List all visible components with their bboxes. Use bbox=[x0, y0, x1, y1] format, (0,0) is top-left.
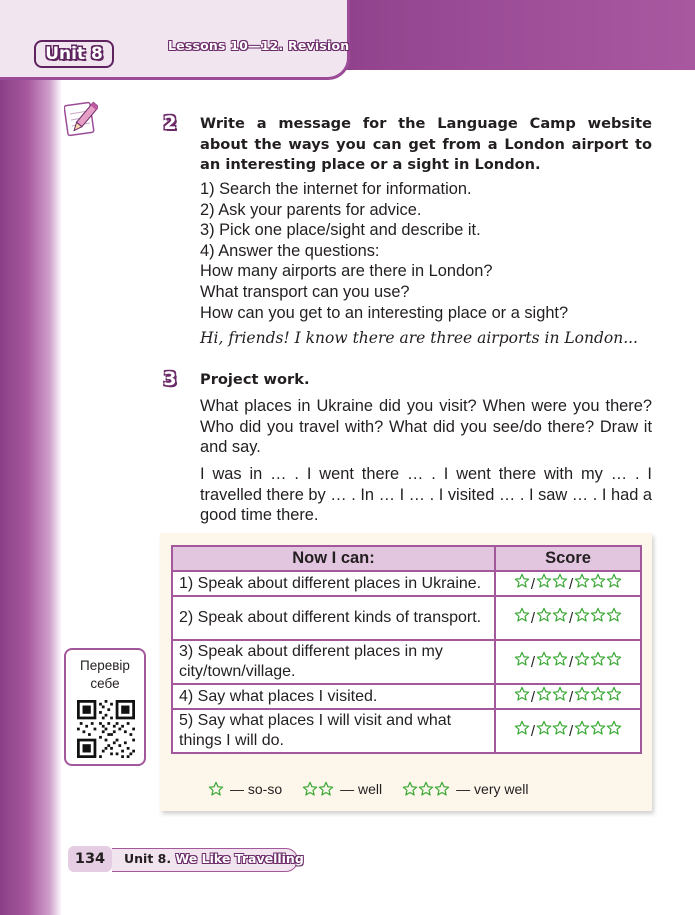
star-icon bbox=[514, 607, 530, 623]
star-icon bbox=[536, 573, 552, 589]
score-legend bbox=[208, 779, 549, 799]
score-separator: / bbox=[569, 723, 574, 740]
star-icon bbox=[606, 720, 622, 736]
star-group bbox=[536, 651, 568, 667]
star-group bbox=[536, 607, 568, 623]
star-icon bbox=[536, 686, 552, 702]
legend-item bbox=[208, 781, 288, 797]
star-icon bbox=[552, 573, 568, 589]
score-cell[interactable] bbox=[495, 596, 641, 640]
star-icon bbox=[434, 781, 450, 797]
star-icon bbox=[402, 781, 418, 797]
star-group bbox=[574, 686, 622, 702]
footer-unit: Unit 8. bbox=[124, 851, 172, 866]
score-separator: / bbox=[530, 723, 535, 740]
star-icon bbox=[574, 686, 590, 702]
table-header-now-i-can: Now I can: bbox=[172, 546, 495, 571]
qr-code-icon[interactable] bbox=[77, 700, 135, 758]
star-icon bbox=[318, 781, 334, 797]
task2-instruction: Write a message for the Language Camp website about the ways you can get from a London airport to an interesting place or a sight in London. bbox=[200, 115, 652, 173]
star-icon bbox=[590, 686, 606, 702]
skill-cell: 3) Speak about different places in my city/town/village. bbox=[172, 640, 495, 684]
star-group bbox=[208, 781, 224, 797]
legend-label: — so-so bbox=[230, 781, 283, 797]
star-icon bbox=[536, 651, 552, 667]
star-icon bbox=[606, 607, 622, 623]
star-icon bbox=[552, 607, 568, 623]
legend-item bbox=[302, 781, 388, 797]
star-icon bbox=[574, 607, 590, 623]
pencil-icon bbox=[64, 100, 98, 140]
task2-step: 3) Pick one place/sight and describe it. bbox=[200, 221, 481, 240]
score-cell[interactable] bbox=[495, 709, 641, 753]
footer-unit-title: We Like Travelling bbox=[175, 851, 304, 866]
table-header-score: Score bbox=[495, 546, 641, 571]
star-group bbox=[574, 651, 622, 667]
table-row bbox=[172, 571, 641, 596]
score-separator: / bbox=[569, 654, 574, 671]
task-number-3: 3 bbox=[163, 368, 177, 390]
task3-prompt: What places in Ukraine did you visit? When were you there? Who did you travel with? What did you see/do there? Draw it and say. bbox=[200, 397, 652, 457]
skill-cell: 2) Speak about different kinds of transport. bbox=[172, 596, 495, 640]
score-separator: / bbox=[530, 610, 535, 627]
legend-label: — very well bbox=[456, 781, 529, 797]
star-icon bbox=[552, 651, 568, 667]
star-icon bbox=[574, 573, 590, 589]
star-group bbox=[536, 573, 568, 589]
star-icon bbox=[514, 686, 530, 702]
star-icon bbox=[590, 720, 606, 736]
star-group bbox=[514, 607, 530, 623]
star-icon bbox=[514, 651, 530, 667]
star-icon bbox=[606, 686, 622, 702]
task2-example: Hi, friends! I know there are three airports in London... bbox=[200, 329, 638, 347]
star-group bbox=[574, 573, 622, 589]
table-row bbox=[172, 684, 641, 709]
task2-question: How many airports are there in London? bbox=[200, 262, 493, 281]
table-row bbox=[172, 596, 641, 640]
task2-step: 1) Search the internet for information. bbox=[200, 180, 472, 198]
star-icon bbox=[418, 781, 434, 797]
score-separator: / bbox=[530, 688, 535, 706]
check-yourself-line2: себе bbox=[90, 676, 120, 691]
score-separator: / bbox=[569, 610, 574, 627]
star-icon bbox=[552, 720, 568, 736]
score-separator: / bbox=[530, 654, 535, 671]
star-group bbox=[574, 720, 622, 736]
star-icon bbox=[208, 781, 224, 797]
check-yourself-box[interactable] bbox=[64, 648, 146, 766]
star-icon bbox=[574, 651, 590, 667]
legend-label: — well bbox=[340, 781, 383, 797]
star-icon bbox=[590, 573, 606, 589]
task2-step: 2) Ask your parents for advice. bbox=[200, 200, 422, 219]
task2-question: What transport can you use? bbox=[200, 282, 410, 301]
star-group bbox=[514, 720, 530, 736]
star-group bbox=[514, 686, 530, 702]
check-yourself-line1: Перевір bbox=[80, 658, 130, 673]
star-icon bbox=[536, 607, 552, 623]
task2-step: 4) Answer the questions: bbox=[200, 241, 380, 260]
task3-title: Project work. bbox=[200, 371, 310, 388]
task2-steps bbox=[200, 179, 652, 323]
star-group bbox=[536, 720, 568, 736]
footer-title bbox=[124, 851, 304, 866]
star-group bbox=[574, 607, 622, 623]
task-number-2: 2 bbox=[163, 112, 177, 134]
score-separator: / bbox=[569, 575, 574, 593]
unit-badge: Unit 8 bbox=[34, 40, 114, 68]
star-icon bbox=[590, 651, 606, 667]
table-row bbox=[172, 640, 641, 684]
skill-cell: 4) Say what places I visited. bbox=[172, 684, 495, 709]
star-icon bbox=[514, 720, 530, 736]
star-icon bbox=[590, 607, 606, 623]
task2-question: How can you get to an interesting place or a sight? bbox=[200, 303, 569, 322]
score-cell[interactable] bbox=[495, 571, 641, 596]
legend-item bbox=[402, 781, 534, 797]
star-group bbox=[536, 686, 568, 702]
task3-model: I was in … . I went there … . I went there with my … . I travelled there by … . In … I … . I visited … . I saw … . I had a good time there. bbox=[200, 465, 652, 525]
score-separator: / bbox=[569, 688, 574, 706]
lessons-label: Lessons 10—12. Revision bbox=[168, 38, 350, 53]
star-icon bbox=[606, 651, 622, 667]
self-assessment-table bbox=[171, 545, 642, 754]
star-group bbox=[514, 651, 530, 667]
score-cell[interactable] bbox=[495, 640, 641, 684]
score-separator: / bbox=[530, 575, 535, 593]
star-icon bbox=[302, 781, 318, 797]
star-group bbox=[514, 573, 530, 589]
star-icon bbox=[552, 686, 568, 702]
star-icon bbox=[514, 573, 530, 589]
score-cell[interactable] bbox=[495, 684, 641, 709]
star-group bbox=[302, 781, 334, 797]
skill-cell: 5) Say what places I will visit and what things I will do. bbox=[172, 709, 495, 753]
star-icon bbox=[536, 720, 552, 736]
star-group bbox=[402, 781, 450, 797]
star-icon bbox=[606, 573, 622, 589]
skill-cell: 1) Speak about different places in Ukraine. bbox=[172, 571, 495, 596]
left-margin-band bbox=[0, 0, 62, 915]
table-row bbox=[172, 709, 641, 753]
star-icon bbox=[574, 720, 590, 736]
page-number: 134 bbox=[68, 846, 112, 872]
